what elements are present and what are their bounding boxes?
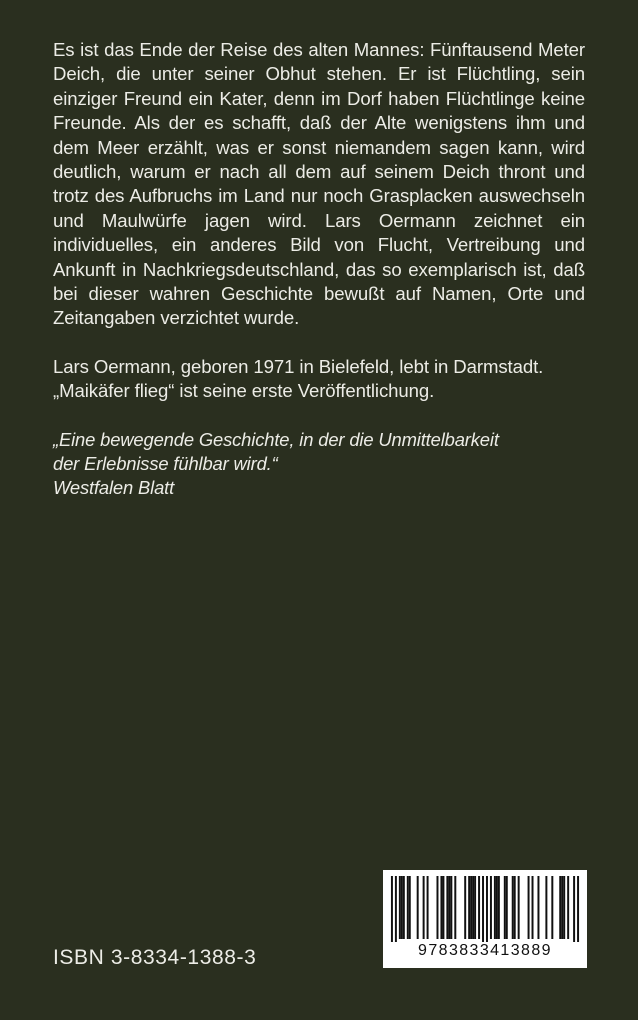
barcode-bar: [512, 876, 514, 939]
barcode-bar: [514, 876, 516, 939]
barcode-bar: [504, 876, 506, 939]
barcode-bars: [383, 870, 587, 942]
barcode-bar: [528, 876, 530, 939]
barcode-bar: [496, 876, 498, 939]
barcode-bar: [494, 876, 496, 939]
press-quote-line-1: „Eine bewegende Geschichte, in der die Unmittelbarkeit: [53, 428, 499, 450]
press-quote-line-2: der Erlebnisse fühlbar wird.“: [53, 452, 278, 474]
barcode-bar: [440, 876, 442, 939]
barcode-bar: [545, 876, 547, 939]
isbn-number: ISBN 3-8334-1388-3: [53, 946, 257, 969]
barcode-bar: [399, 876, 401, 939]
barcode-bar: [472, 876, 474, 939]
barcode-bar: [518, 876, 520, 939]
barcode-digits: 9783833413889: [418, 942, 552, 959]
barcode-bar: [478, 876, 480, 939]
barcode-bar: [395, 876, 397, 942]
barcode-bar: [436, 876, 438, 939]
barcode-bar: [561, 876, 563, 939]
barcode-bar: [403, 876, 405, 939]
barcode-bar: [482, 876, 484, 942]
barcode-bar: [506, 876, 508, 939]
barcode-bar: [417, 876, 419, 939]
barcode-bar: [454, 876, 456, 939]
barcode-bar: [567, 876, 569, 939]
barcode-bar: [498, 876, 500, 939]
book-blurb: Es ist das Ende der Reise des alten Mannes: Fünftausend Meter Deich, die unter seiner Obhut stehen. Er ist Flüchtling, sein einziger Freund ein Kater, denn im Dorf haben Flüchtlinge keine Freunde. Als der es schafft, daß der Alte wenigstens ihm und dem Meer erzählt, was er sonst niemandem sagen kann, wird deutlich, warum er nach all dem auf seinem Deich thront und trotz des Aufbruchs im Land nur noch Grasplacken auswechseln und Maulwürfe jagen wird. Lars Oermann zeichnet ein individuelles, ein anderes Bild von Flucht, Vertreibung und Ankunft in Nachkriegsdeutschland, das so exemplarisch ist, daß bei dieser wahren Geschichte bewußt auf Namen, Orte und Zeitangaben verzichtet wurde.: [53, 39, 585, 329]
barcode-bar: [401, 876, 403, 939]
barcode-bar: [450, 876, 452, 939]
back-cover-text: [53, 38, 585, 500]
barcode-bar: [573, 876, 575, 942]
barcode-bar: [407, 876, 409, 939]
barcode-bar: [464, 876, 466, 939]
barcode-bar: [486, 876, 488, 942]
barcode-bar: [423, 876, 425, 939]
barcode-bar: [391, 876, 393, 942]
barcode-bar: [551, 876, 553, 939]
author-bio: [53, 355, 585, 404]
barcode: [383, 870, 587, 968]
barcode-bar: [532, 876, 534, 939]
barcode-bar: [448, 876, 450, 939]
barcode-bar: [563, 876, 565, 939]
barcode-bar: [409, 876, 411, 939]
barcode-bar: [474, 876, 476, 939]
barcode-bar: [490, 876, 492, 939]
barcode-bar: [537, 876, 539, 939]
press-quote: [53, 428, 585, 500]
press-quote-source: Westfalen Blatt: [53, 476, 175, 498]
barcode-bar: [427, 876, 429, 939]
author-bio-line-2: „Maikäfer flieg“ ist seine erste Veröffentlichung.: [53, 380, 435, 402]
barcode-bar: [559, 876, 561, 939]
barcode-bar: [446, 876, 448, 939]
barcode-bar: [442, 876, 444, 939]
barcode-bar: [577, 876, 579, 942]
barcode-bar: [468, 876, 470, 939]
author-bio-line-1: Lars Oermann, geboren 1971 in Bielefeld, lebt in Darmstadt.: [53, 355, 544, 377]
barcode-bar: [470, 876, 472, 939]
